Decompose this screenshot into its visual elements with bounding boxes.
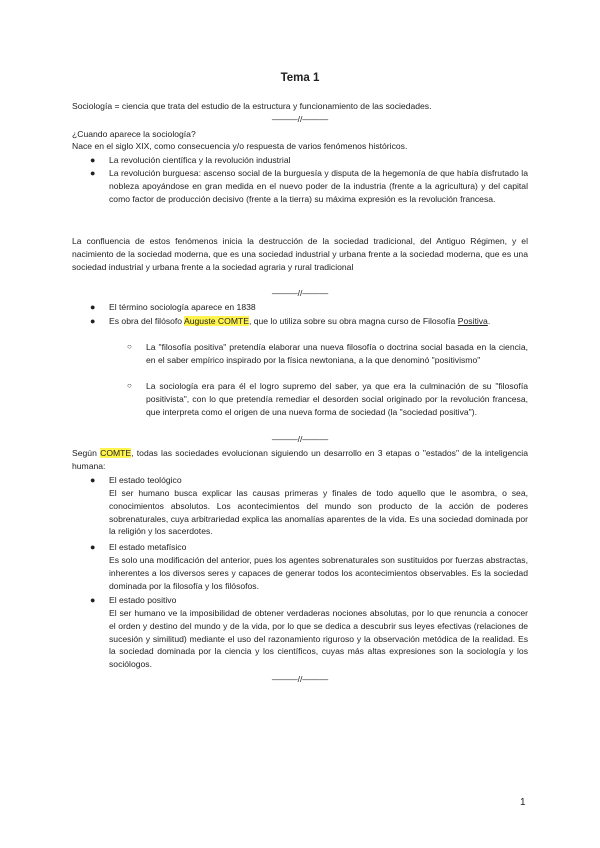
bullet-comte-work [109, 315, 528, 328]
stage-positive-body: El ser humano ve la imposibilidad de obtener verdaderas nociones absolutas, por lo que renuncia a conocer el orden y destino del mundo y de la vida, por lo que se dedica a descubrir sus leyes efectivas (relaciones de sucesión y similitud) mediante el uso del razonamiento riguroso y la observación metódica de la realidad. Es la sociedad dominada por la ciencia y los científicos, cuyas más altas expresiones son la sociología y los sociólogos. [109, 608, 528, 670]
bullet-term-sociology: El término sociología aparece en 1838 [109, 302, 256, 312]
question-heading: ¿Cuando aparece la sociología? [72, 129, 196, 139]
bullet-icon: ● [90, 316, 96, 326]
confluence-paragraph: La confluencia de estos fenómenos inicia la destrucción de la sociedad tradicional, del Antiguo Régimen, y el nacimiento de la sociedad moderna, que es una sociedad industrial y urbana frente a la sociedad moderna, que es una sociedad industrial y urbana frente a la sociedad agraria y rural tradicional [72, 236, 528, 272]
separator-3: ———//——— [271, 434, 329, 444]
underlined-positiva: Positiva [457, 316, 488, 326]
comte-work-text-2: , que lo utiliza sobre su obra magna curso de Filosofía [248, 316, 458, 326]
definition-paragraph: Sociología = ciencia que trata del estudio de la estructura y funcionamiento de las sociedades. [72, 101, 432, 111]
comte-work-end: . [487, 316, 491, 326]
highlight-auguste-comte: Auguste COMTE [184, 316, 249, 326]
bullet-icon: ● [90, 475, 96, 485]
bullet-icon: ● [90, 155, 96, 165]
highlight-comte: COMTE [100, 448, 132, 458]
circle-bullet-icon: ○ [127, 381, 132, 390]
stage-positive-title: El estado positivo [109, 595, 177, 605]
stages-text: Según [72, 448, 101, 458]
comte-work-text: Es obra del filósofo [109, 316, 185, 326]
stage-metaphysical-title: El estado metafísico [109, 542, 187, 552]
sub-bullet-sociology-supreme: La sociología era para él el logro supremo del saber, ya que era la culminación de su "filosofía positivista", con lo que pretendía remediar el desorden social originado por la revolución francesa, que interpreta como el origen de una nueva forma de sociedad (la "sociedad positiva"). [146, 381, 528, 417]
sub-bullet-positive-philosophy: La "filosofía positiva" pretendía elaborar una nueva filosofía o doctrina social basada en la ciencia, en el saber empírico inspirado por la física newtoniana, a la que denominó "positivismo" [146, 342, 528, 365]
circle-bullet-icon: ○ [127, 342, 132, 351]
separator-1: ———//——— [271, 114, 329, 124]
bullet-icon: ● [90, 595, 96, 605]
page-title: Tema 1 [280, 72, 320, 84]
stage-metaphysical-body: Es solo una modificación del anterior, pues los agentes sobrenaturales son sustituidos por fuerzas abstractas, inherentes a los diversos seres y capaces de generar todos los acontecimientos observables. Es la sociedad dominada por la filosofía y los filósofos. [109, 555, 528, 591]
bullet-icon: ● [90, 542, 96, 552]
bullet-icon: ● [90, 168, 96, 178]
question-line: Nace en el siglo XIX, como consecuencia y/o respuesta de varios fenómenos históricos. [72, 141, 408, 151]
separator-2: ———//——— [271, 288, 329, 298]
stages-text-2: , todas las sociedades evolucionan siguiendo un desarrollo en 3 etapas o "estados" de la inteligencia humana: [72, 448, 528, 471]
bullet-scientific-revolution: La revolución científica y la revolución industrial [109, 155, 291, 165]
separator-4: ———//——— [271, 674, 329, 684]
stage-theological-body: El ser humano busca explicar las causas primeras y finales de todo aquello que le asombra, o sea, conocimientos absolutos. Los acontecimientos del mundo son producto de la acción de poderes sobrenaturales, cuya arbitrariedad explica las anomalías aparentes de la vida. Es una sociedad dominada por la religión y los sacerdotes. [109, 488, 528, 537]
stage-theological-title: El estado teológico [109, 475, 182, 485]
bullet-bourgeois-revolution: La revolución burguesa: ascenso social de la burguesía y disputa de la hegemonía de que había disfrutado la nobleza apoyándose en gran medida en el nuevo poder de la industria (frente a la agricultura) y del capital como factor de producción decisivo (frente a la tierra) su máxima expresión es la revolución francesa. [109, 168, 528, 204]
comte-stages-paragraph [72, 447, 528, 473]
bullet-icon: ● [90, 302, 96, 312]
page-number: 1 [520, 797, 526, 808]
